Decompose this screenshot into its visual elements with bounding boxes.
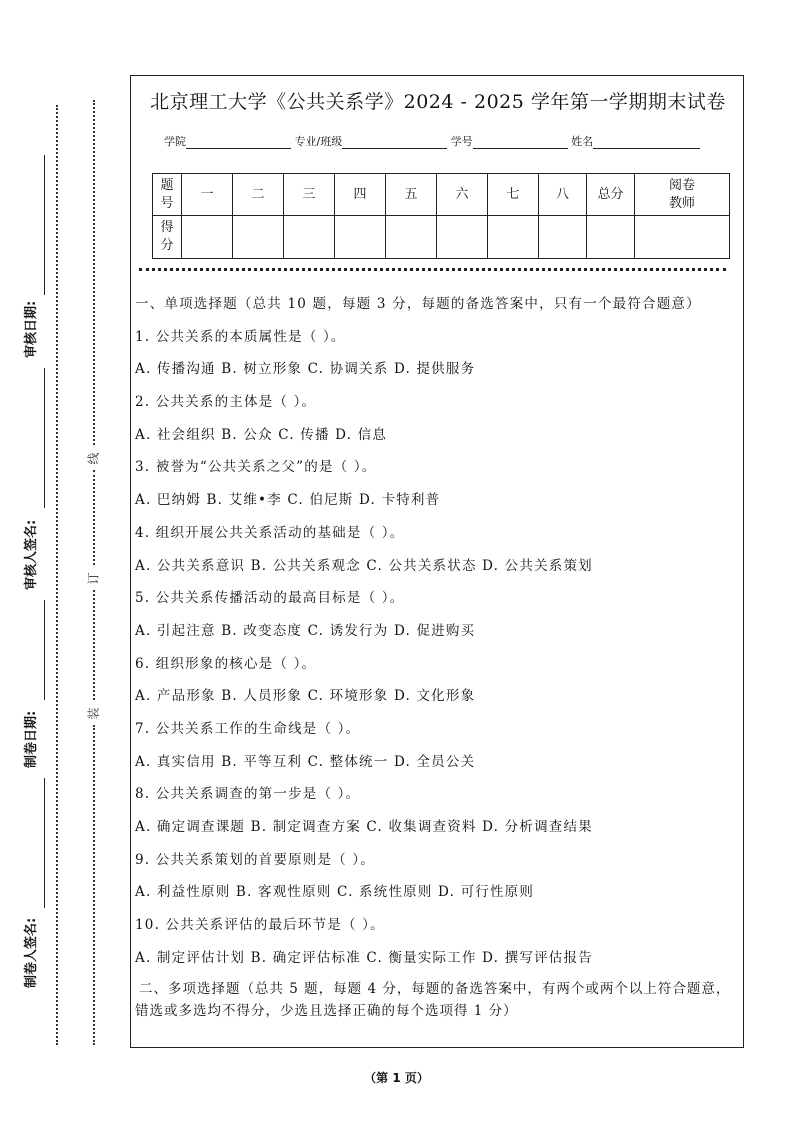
binding-char-bind: 装 [86, 707, 101, 720]
student-id-label: 学号 [450, 135, 473, 148]
binding-dotted-line-2 [93, 470, 95, 565]
question-2-options: A. 社会组织 B. 公众 C. 传播 D. 信息 [135, 426, 388, 443]
student-id-field[interactable] [473, 136, 568, 149]
review-date-line [44, 155, 45, 295]
score-cell-7[interactable] [488, 216, 539, 259]
page-number: （第 1 页） [364, 1071, 429, 1085]
college-label: 学院 [164, 135, 186, 148]
score-table-score-row [153, 216, 730, 259]
margin-dotted-line [56, 105, 58, 1045]
question-2: 2. 公共关系的主体是（ ）。 [135, 394, 317, 411]
question-10: 10. 公共关系评估的最后环节是（ ）。 [135, 917, 385, 934]
score-table-header-row [153, 174, 730, 216]
score-cell-3[interactable] [284, 216, 335, 259]
dotted-separator [139, 268, 726, 271]
name-field[interactable] [593, 136, 700, 149]
col-header-5: 五 [386, 174, 437, 216]
exam-date-line [44, 600, 45, 700]
question-1: 1. 公共关系的本质属性是（ ）。 [135, 328, 346, 345]
binding-dotted-line-3 [93, 590, 95, 700]
exam-content [135, 288, 739, 1022]
question-6: 6. 组织形象的核心是（ ）。 [135, 655, 317, 672]
question-5-options: A. 引起注意 B. 改变态度 C. 诱发行为 D. 促进购买 [135, 622, 476, 639]
score-cell-1[interactable] [182, 216, 233, 259]
question-8: 8. 公共关系调查的第一步是（ ）。 [135, 786, 361, 803]
binding-dotted-line-4 [93, 725, 95, 1045]
question-number-header: 题 号 [153, 174, 182, 216]
question-1-options: A. 传播沟通 B. 树立形象 C. 协调关系 D. 提供服务 [135, 361, 476, 378]
binding-dotted-line-1 [93, 100, 95, 445]
score-cell-5[interactable] [386, 216, 437, 259]
major-class-label: 专业/班级 [294, 135, 343, 148]
score-table [152, 173, 730, 259]
col-header-2: 二 [233, 174, 284, 216]
name-label: 姓名 [571, 135, 594, 148]
question-5: 5. 公共关系传播活动的最高目标是（ ）。 [135, 590, 405, 607]
col-header-3: 三 [284, 174, 335, 216]
binding-char-line: 线 [86, 452, 101, 465]
col-header-4: 四 [335, 174, 386, 216]
major-class-field[interactable] [342, 136, 447, 149]
question-3-options: A. 巴纳姆 B. 艾维•李 C. 伯尼斯 D. 卡特利普 [135, 492, 441, 509]
question-7: 7. 公共关系工作的生命线是（ ）。 [135, 720, 361, 737]
score-cell-grader[interactable] [635, 216, 730, 259]
section1-heading: 一、单项选择题（总共 10 题，每题 3 分，每题的备选答案中，只有一个最符合题意） [135, 296, 701, 312]
col-header-total: 总分 [587, 174, 635, 216]
question-9-options: A. 利益性原则 B. 客观性原则 C. 系统性原则 D. 可行性原则 [135, 884, 535, 901]
score-cell-total[interactable] [587, 216, 635, 259]
col-header-6: 六 [437, 174, 488, 216]
question-8-options: A. 确定调查课题 B. 制定调查方案 C. 收集调查资料 D. 分析调查结果 [135, 819, 593, 835]
col-header-7: 七 [488, 174, 539, 216]
question-3: 3. 被誉为“公共关系之父”的是（ ）。 [135, 459, 377, 476]
section2-heading: 二、多项选择题（总共 5 题，每题 4 分，每题的备选答案中，有两个或两个以上符合题意，错选或多选均不得分，少选且选择正确的每个选项得 1 分） [135, 981, 731, 1020]
student-info-row [164, 133, 700, 149]
college-field[interactable] [186, 136, 291, 149]
score-cell-2[interactable] [233, 216, 284, 259]
col-header-1: 一 [182, 174, 233, 216]
score-cell-6[interactable] [437, 216, 488, 259]
col-header-grader: 阅卷 教师 [635, 174, 730, 216]
col-header-8: 八 [539, 174, 587, 216]
score-row-header: 得 分 [153, 216, 182, 259]
exam-maker-signature-line [44, 778, 45, 908]
question-4-options: A. 公共关系意识 B. 公共关系观念 C. 公共关系状态 D. 公共关系策划 [135, 557, 593, 574]
question-7-options: A. 真实信用 B. 平等互利 C. 整体统一 D. 全员公关 [135, 753, 476, 770]
score-cell-8[interactable] [539, 216, 587, 259]
exam-title: 北京理工大学《公共关系学》2024 - 2025 学年第一学期期末试卷 [150, 91, 726, 113]
question-4: 4. 组织开展公共关系活动的基础是（ ）。 [135, 524, 405, 541]
question-9: 9. 公共关系策划的首要原则是（ ）。 [135, 851, 376, 868]
score-cell-4[interactable] [335, 216, 386, 259]
question-6-options: A. 产品形象 B. 人员形象 C. 环境形象 D. 文化形象 [135, 688, 476, 705]
question-10-options: A. 制定评估计划 B. 确定评估标准 C. 衡量实际工作 D. 撰写评估报告 [135, 949, 593, 966]
reviewer-signature-line [44, 368, 45, 508]
exam-frame [130, 75, 744, 1048]
binding-char-staple: 订 [86, 572, 101, 585]
